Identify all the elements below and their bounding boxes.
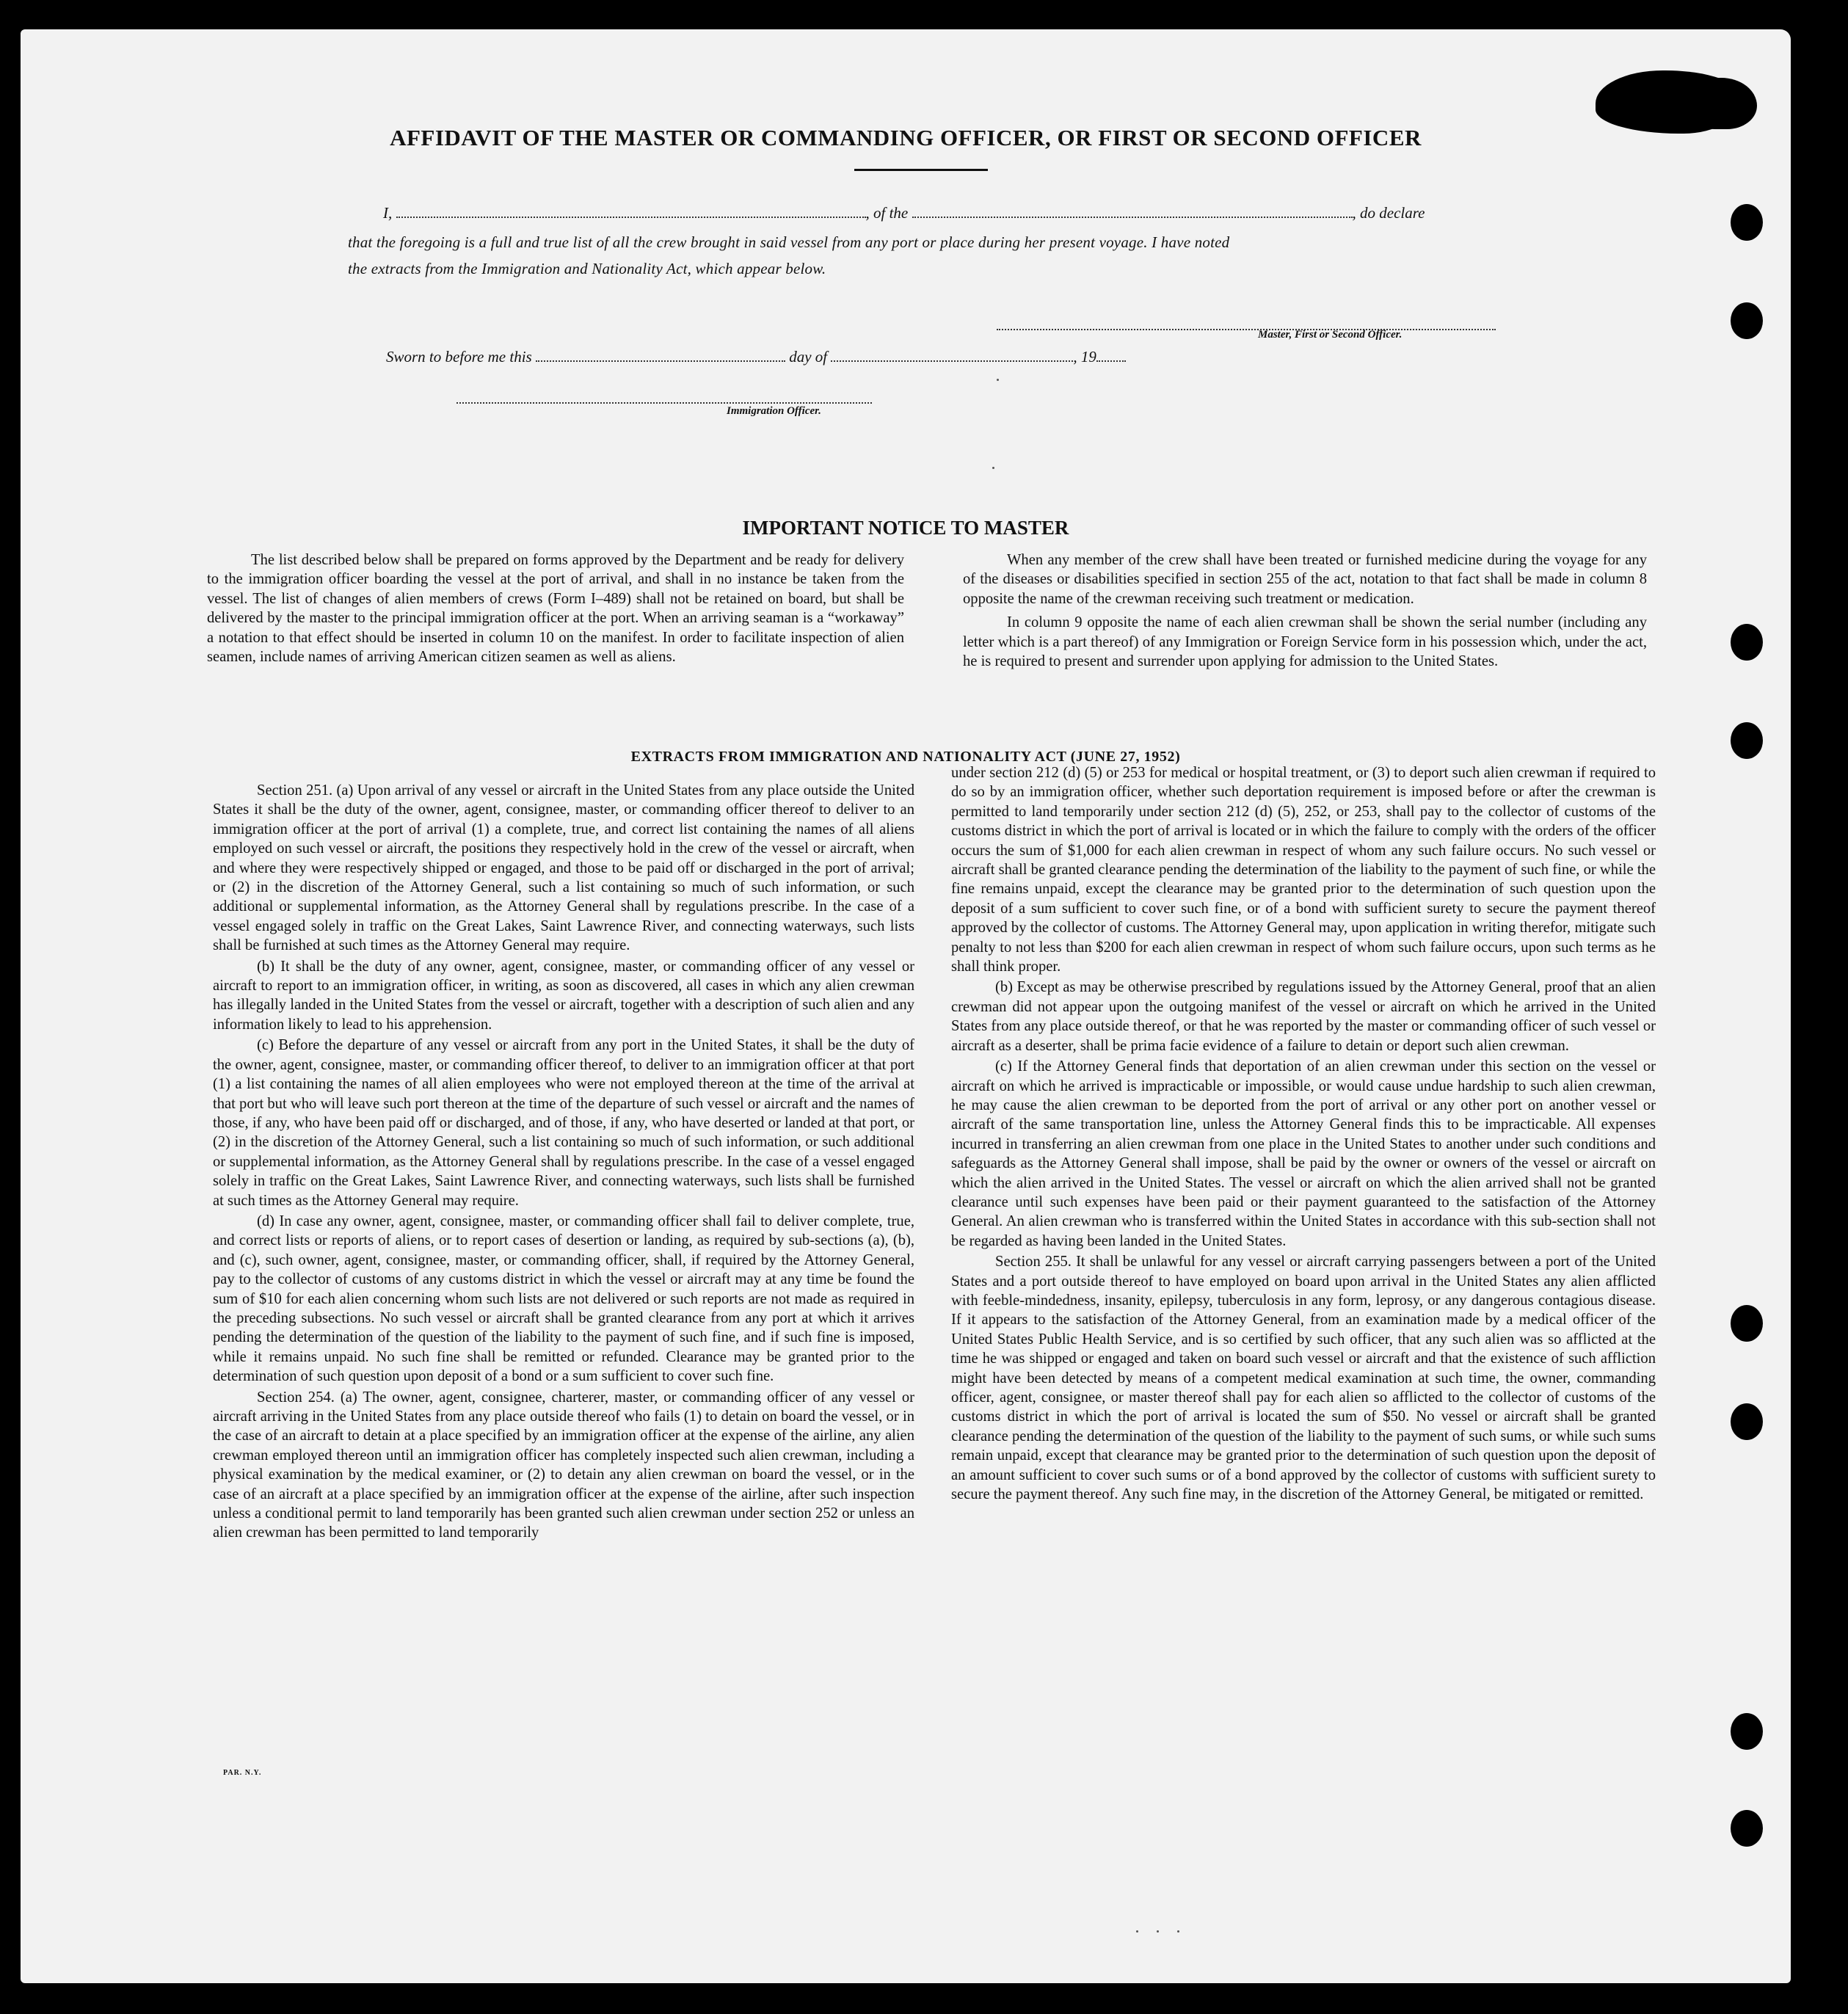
notice-right-column	[963, 550, 1647, 672]
speck	[1177, 1930, 1179, 1933]
extract-paragraph: (c) Before the departure of any vessel or aircraft from any port in the United States, it shall be the duty of the owner, agent, consignee, master, or commanding officer thereof, to deliver to an immigration officer at that port (1) a list containing the names of all alien employees who were not employed thereon at the time of the arrival at that port but who will leave such port thereon at the time of the departure of such vessel or aircraft and the names of those, if any, who have been paid off or discharged, and of those, if any, who have deserted or landed at that port, or (2) in the discretion of the Attorney General, such a list containing so much of such information, or such additional or supplemental information, as the Attorney General shall by regulations prescribe. In the case of a vessel engaged solely in traffic on the Great Lakes, Saint Lawrence River, and connecting waterways, such lists shall be furnished at such times as the Attorney General may require.	[213, 1037, 914, 1209]
punch-hole	[1731, 1305, 1763, 1342]
extract-paragraph: (b) It shall be the duty of any owner, agent, consignee, master, or commanding officer of any vessel or aircraft to report to an immigration officer, in writing, as soon as discovered, all cases in which any alien crewman has illegally landed in the United States from the vessel or aircraft, together with a description of such alien and any information likely to lead to his apprehension.	[213, 958, 914, 1033]
declaration-prefix: I,	[383, 204, 393, 222]
extracts-right-column	[951, 763, 1656, 1505]
punch-hole	[1731, 1403, 1763, 1440]
punch-hole	[1731, 1810, 1763, 1847]
notice-left-paragraph: The list described below shall be prepared on forms approved by the Department and be ready for delivery to the immigration officer boarding the vessel at the port of arrival, and shall in no instance be taken from the vessel. The list of changes of alien members of crews (Form I–489) shall not be retained on board, but shall be delivered by the master to the principal immigration officer at the port. When an arriving seaman is a “workaway” a notation to that effect should be inserted in column 10 on the manifest. In order to facilitate inspection of alien seamen, include names of arriving American citizen seamen as well as aliens.	[207, 552, 904, 666]
punch-hole	[1731, 204, 1763, 241]
extract-paragraph: (b) Except as may be otherwise prescribed by regulations issued by the Attorney General, proof that an alien crewman did not appear upon the outgoing manifest of the vessel or aircraft on which he arrived in the United States from any place outside thereof, or that he was reported by the master or commanding officer of such vessel or aircraft as a deserter, shall be prima facie evidence of a failure to detain or deport such alien crewman.	[951, 979, 1656, 1054]
printer-mark: PAR. N.Y.	[223, 1769, 262, 1777]
punch-hole	[1731, 302, 1763, 339]
extract-paragraph: Section 254. (a) The owner, agent, consignee, charterer, master, or commanding officer of any vessel or aircraft arriving in the United States from any place outside thereof who fails (1) to detain on board the vessel, or in the case of an aircraft to detain at a place specified by an immigration officer at the expense of the airline, any alien crewman employed thereon until an immigration officer has completely inspected such alien crewman, including a physical examination by the medical examiner, or (2) to detain any alien crewman on board the vessel, or in the case of an aircraft at a place specified by an immigration officer at the expense of the airline, after such inspection unless a conditional permit to land temporarily has been granted such alien crewman under section 252 or unless an alien crewman has been permitted to land temporarily	[213, 1389, 914, 1541]
notice-right-paragraph-1: When any member of the crew shall have been treated or furnished medicine during the voyage for any of the diseases or disabilities specified in section 255 of the act, notation to that fact shall be made in column 8 opposite the name of the crewman receiving such treatment or medication.	[963, 552, 1647, 607]
punch-hole	[1731, 624, 1763, 661]
sworn-prefix: Sworn to before me this	[386, 348, 532, 366]
master-signature-line[interactable]	[997, 329, 1496, 330]
notice-right-paragraph-2: In column 9 opposite the name of each alien crewman shall be shown the serial number (including any letter which is a part thereof) of any Immigration or Foreign Service form in his possession which, under the act, he is required to present and surrender upon applying for admission to the United States.	[963, 614, 1647, 670]
sworn-day-blank[interactable]	[536, 357, 785, 362]
officer-signature-label: Immigration Officer.	[727, 405, 821, 417]
speck	[992, 467, 994, 469]
title-rule	[854, 169, 988, 171]
extracts-left-column	[213, 781, 914, 1544]
sworn-line	[386, 348, 1126, 366]
declaration-suffix: , do declare	[1352, 204, 1425, 222]
name-blank[interactable]	[396, 214, 866, 218]
declaration-text-1: that the foregoing is a full and true list of all the crew brought in said vessel from any port or place during her present voyage. I have noted	[348, 233, 1230, 251]
extracts-title: EXTRACTS FROM IMMIGRATION AND NATIONALITY ACT (JUNE 27, 1952)	[630, 749, 1181, 765]
speck	[1157, 1930, 1159, 1933]
vessel-blank[interactable]	[912, 214, 1353, 218]
sworn-year-prefix: , 19	[1073, 348, 1096, 366]
sworn-mid: day of	[789, 348, 828, 366]
declaration-text-2: the extracts from the Immigration and Nationality Act, which appear below.	[348, 260, 826, 277]
speck	[1136, 1930, 1138, 1933]
notice-left-column	[207, 550, 904, 668]
officer-signature-line[interactable]	[456, 402, 872, 404]
extract-paragraph: (c) If the Attorney General finds that deportation of an alien crewman under this section on the vessel or aircraft on which he arrived is impracticable or impossible, or would cause undue hardship to such alien crewman, he may cause the alien crewman to be deported from the port of arrival or any other port on another vessel or aircraft of the same transportation line, unless the Attorney General finds this to be impracticable. All expenses incurred in transferring an alien crewman from one place in the United States to another under such conditions and safeguards as the Attorney General shall impose, shall be paid by the owner or owners of the vessel or aircraft on which the alien arrived in the United States. The vessel or aircraft on which the alien arrived shall not be granted clearance until such expenses have been paid or their payment guaranteed to the satisfaction of the Attorney General. An alien crewman who is transferred within the United States in accordance with this sub-section shall not be regarded as having been landed in the United States.	[951, 1058, 1656, 1249]
speck	[997, 379, 999, 381]
document-page	[21, 29, 1791, 1983]
declaration-mid: , of the	[865, 204, 909, 222]
extract-paragraph: (d) In case any owner, agent, consignee, master, or commanding officer shall fail to deliver complete, true, and correct lists or reports of aliens, or to report cases of desertion or landing, as required by sub-sections (a), (b), and (c), such owner, agent, consignee, master, or commanding officer, shall, if required by the Attorney General, pay to the collector of customs of any customs district in which the vessel or aircraft may at any time be found the sum of $10 for each alien concerning whom such lists are not delivered or such reports are not made as required in the preceding subsections. No such vessel or aircraft shall be granted clearance from any port at which it arrives pending the determination of the question of the liability to the payment of such fine, and if such fine is imposed, while it remains unpaid. No such fine shall be remitted or refunded. Clearance may be granted prior to the determination of such question upon deposit of a bond or a sum sufficient to cover such fine.	[213, 1213, 914, 1385]
affidavit-title: AFFIDAVIT OF THE MASTER OR COMMANDING OFFICER, OR FIRST OR SECOND OFFICER	[390, 125, 1422, 150]
master-signature-label: Master, First or Second Officer.	[1258, 329, 1403, 341]
extract-paragraph: Section 251. (a) Upon arrival of any vessel or aircraft in the United States from any place outside the United States it shall be the duty of the owner, agent, consignee, master, or commanding officer thereof to deliver to an immigration officer at the port of arrival (1) a complete, true, and correct list containing the names of all aliens employed on such vessel or aircraft, the positions they respectively hold in the crew of the vessel or aircraft, when and where they were respectively shipped or engaged, and those to be paid off or discharged in the port of arrival; or (2) in the discretion of the Attorney General, such a list containing so much of such information, or such additional or supplemental information, as the Attorney General shall by regulations prescribe. In the case of a vessel engaged solely in traffic on the Great Lakes, Saint Lawrence River, and connecting waterways, such lists shall be furnished at such times as the Attorney General may require.	[213, 782, 914, 954]
extract-paragraph: Section 255. It shall be unlawful for any vessel or aircraft carrying passengers between a port of the United States and a port outside thereof to have employed on board upon arrival in the United States any alien afflicted with feeble-mindedness, insanity, epilepsy, tuberculosis in any form, leprosy, or any dangerous contagious disease. If it appears to the satisfaction of the Attorney General, from an examination made by a medical officer of the United States Public Health Service, and is so certified by such officer, that any such alien was so afflicted at the time he was shipped or engaged and taken on board such vessel or aircraft and that the existence of such affliction might have been detected by means of a competent medical examination at such time, the owner, commanding officer, agent, consignee, or master thereof shall pay for each alien so afflicted to the collector of customs of the customs district in which the port of arrival is located the sum of $50. No vessel or aircraft shall be granted clearance pending the determination of the question of the liability to the payment of such sums, or while such sums remain unpaid, except that clearance may be granted prior to the determination of such question upon the deposit of an amount sufficient to cover such sums or of a bond approved by the collector of customs with sufficient surety to secure the payment thereof. Any such fine may, in the discretion of the Attorney General, be mitigated or remitted.	[951, 1254, 1656, 1503]
extract-paragraph: under section 212 (d) (5) or 253 for medical or hospital treatment, or (3) to deport such alien crewman if required to do so by an immigration officer, whether such deportation requirement is imposed before or after the crewman is permitted to land temporarily under section 212 (d) (5), 252, or 253, shall pay to the collector of customs of the customs district in which the port of arrival is located or in which the failure to comply with the orders of the officer occurs the sum of $1,000 for each alien crewman in respect of whom any such failure occurs. No such vessel or aircraft shall be granted clearance pending the determination of the liability to the payment of such fine, or while the fine remains unpaid, except the clearance may be granted prior to the determination of such question upon the deposit of a sum sufficient to cover such fine, or of a bond with sufficient surety to secure the payment thereof approved by the collector of customs. The Attorney General may, upon application in writing therefor, mitigate such penalty to not less than $200 for each alien crewman in respect of whom such failure occurs, upon such terms as he shall think proper.	[951, 765, 1656, 975]
notice-title: IMPORTANT NOTICE TO MASTER	[742, 517, 1069, 539]
declaration-line	[383, 204, 1425, 222]
sworn-year-blank[interactable]	[1096, 357, 1126, 362]
punch-hole	[1731, 1713, 1763, 1750]
sworn-month-blank[interactable]	[831, 357, 1073, 362]
